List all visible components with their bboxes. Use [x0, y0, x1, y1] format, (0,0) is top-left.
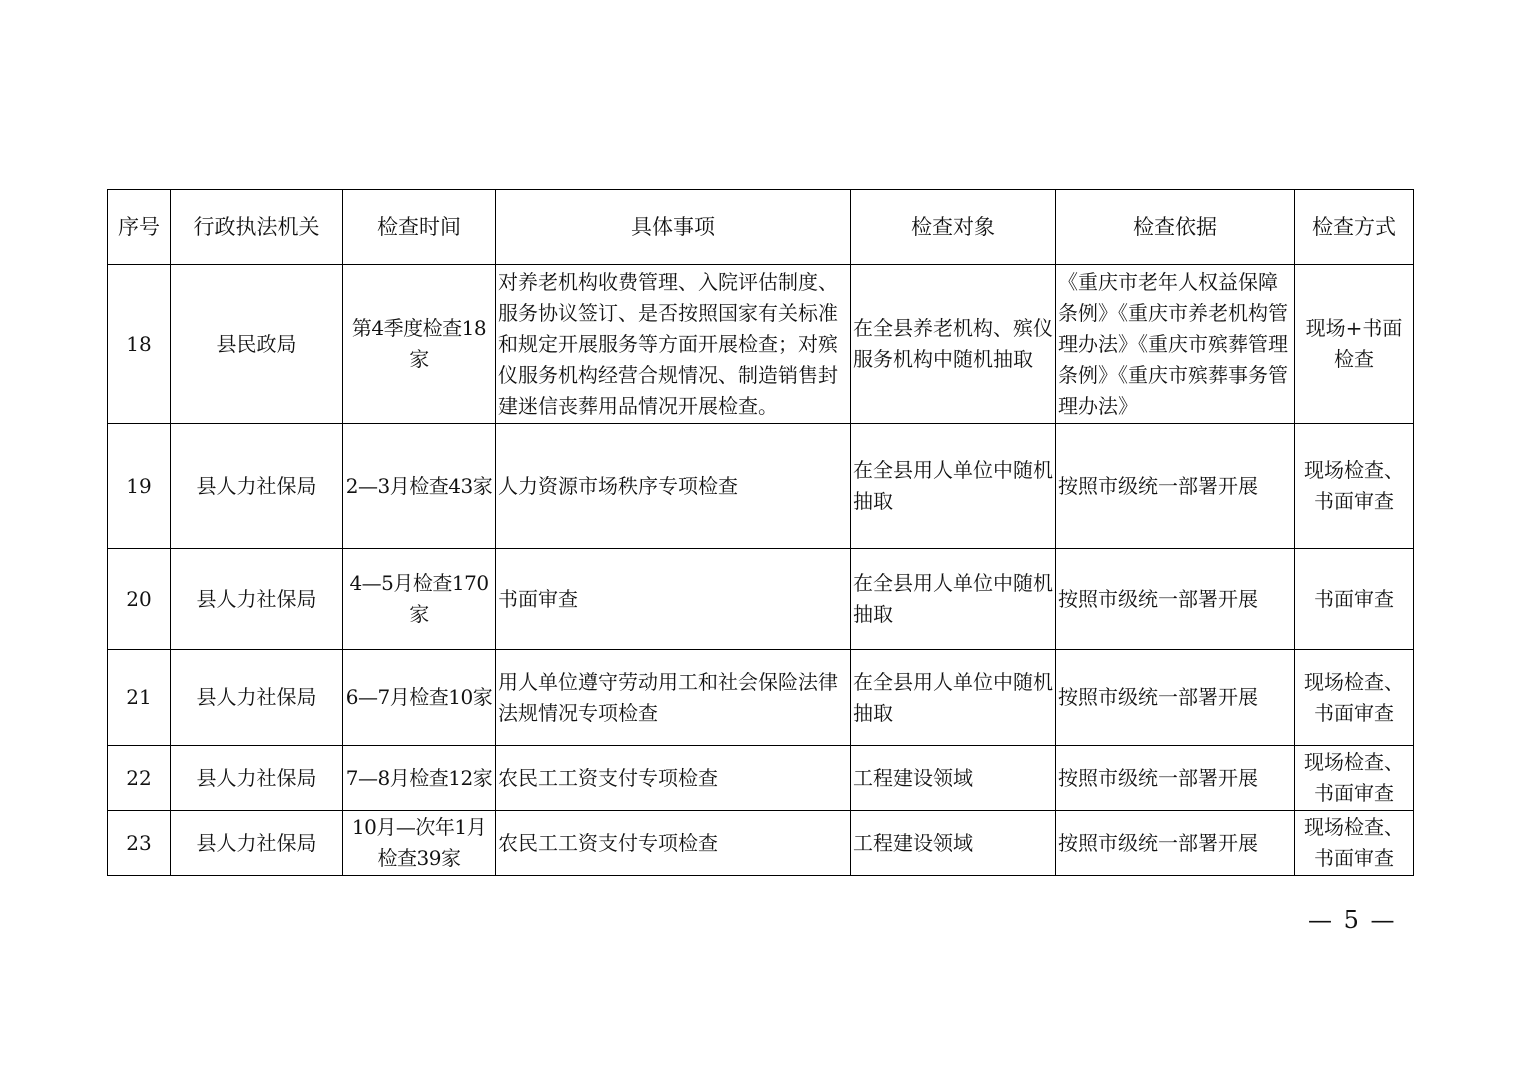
- cell-serial: 18: [108, 265, 171, 424]
- header-cell-serial: 序号: [108, 190, 171, 265]
- cell-agency: 县民政局: [171, 265, 343, 424]
- cell-agency: 县人力社保局: [171, 746, 343, 811]
- header-cell-time: 检查时间: [343, 190, 496, 265]
- header-cell-basis: 检查依据: [1056, 190, 1295, 265]
- cell-method: 现场检查、书面审查: [1295, 424, 1414, 549]
- table-row: [108, 650, 1414, 746]
- cell-agency: 县人力社保局: [171, 650, 343, 746]
- page-number: — 5 —: [1308, 906, 1397, 934]
- cell-basis: 《重庆市老年人权益保障条例》《重庆市养老机构管理办法》《重庆市殡葬管理条例》《重庆市殡葬事务管理办法》: [1056, 265, 1295, 424]
- cell-time: 第4季度检查18家: [343, 265, 496, 424]
- cell-basis: 按照市级统一部署开展: [1056, 650, 1295, 746]
- cell-method: 现场+书面检查: [1295, 265, 1414, 424]
- header-cell-agency: 行政执法机关: [171, 190, 343, 265]
- cell-serial: 21: [108, 650, 171, 746]
- cell-time: 6—7月检查10家: [343, 650, 496, 746]
- header-cell-target: 检查对象: [851, 190, 1056, 265]
- cell-matter: 农民工工资支付专项检查: [496, 746, 851, 811]
- cell-basis: 按照市级统一部署开展: [1056, 811, 1295, 876]
- cell-matter: 对养老机构收费管理、入院评估制度、服务协议签订、是否按照国家有关标准和规定开展服务等方面开展检查；对殡仪服务机构经营合规情况、制造销售封建迷信丧葬用品情况开展检查。: [496, 265, 851, 424]
- cell-matter: 人力资源市场秩序专项检查: [496, 424, 851, 549]
- cell-target: 在全县用人单位中随机抽取: [851, 650, 1056, 746]
- cell-agency: 县人力社保局: [171, 811, 343, 876]
- cell-agency: 县人力社保局: [171, 549, 343, 650]
- cell-matter: 用人单位遵守劳动用工和社会保险法律法规情况专项检查: [496, 650, 851, 746]
- cell-basis: 按照市级统一部署开展: [1056, 746, 1295, 811]
- cell-time: 10月—次年1月检查39家: [343, 811, 496, 876]
- cell-matter: 农民工工资支付专项检查: [496, 811, 851, 876]
- cell-matter: 书面审查: [496, 549, 851, 650]
- cell-basis: 按照市级统一部署开展: [1056, 549, 1295, 650]
- cell-target: 在全县养老机构、殡仪服务机构中随机抽取: [851, 265, 1056, 424]
- cell-method: 书面审查: [1295, 549, 1414, 650]
- cell-target: 在全县用人单位中随机抽取: [851, 549, 1056, 650]
- header-cell-matter: 具体事项: [496, 190, 851, 265]
- cell-method: 现场检查、书面审查: [1295, 811, 1414, 876]
- cell-time: 7—8月检查12家: [343, 746, 496, 811]
- cell-serial: 23: [108, 811, 171, 876]
- inspection-plan-table: [107, 189, 1414, 876]
- cell-time: 4—5月检查170家: [343, 549, 496, 650]
- cell-serial: 20: [108, 549, 171, 650]
- cell-target: 在全县用人单位中随机抽取: [851, 424, 1056, 549]
- table-header-row: [108, 190, 1414, 265]
- cell-target: 工程建设领域: [851, 746, 1056, 811]
- cell-basis: 按照市级统一部署开展: [1056, 424, 1295, 549]
- table-row: [108, 811, 1414, 876]
- header-cell-method: 检查方式: [1295, 190, 1414, 265]
- cell-method: 现场检查、书面审查: [1295, 650, 1414, 746]
- table-row: [108, 746, 1414, 811]
- cell-time: 2—3月检查43家: [343, 424, 496, 549]
- cell-agency: 县人力社保局: [171, 424, 343, 549]
- cell-serial: 22: [108, 746, 171, 811]
- cell-target: 工程建设领域: [851, 811, 1056, 876]
- table-row: [108, 424, 1414, 549]
- cell-method: 现场检查、书面审查: [1295, 746, 1414, 811]
- table-row: [108, 265, 1414, 424]
- cell-serial: 19: [108, 424, 171, 549]
- table-row: [108, 549, 1414, 650]
